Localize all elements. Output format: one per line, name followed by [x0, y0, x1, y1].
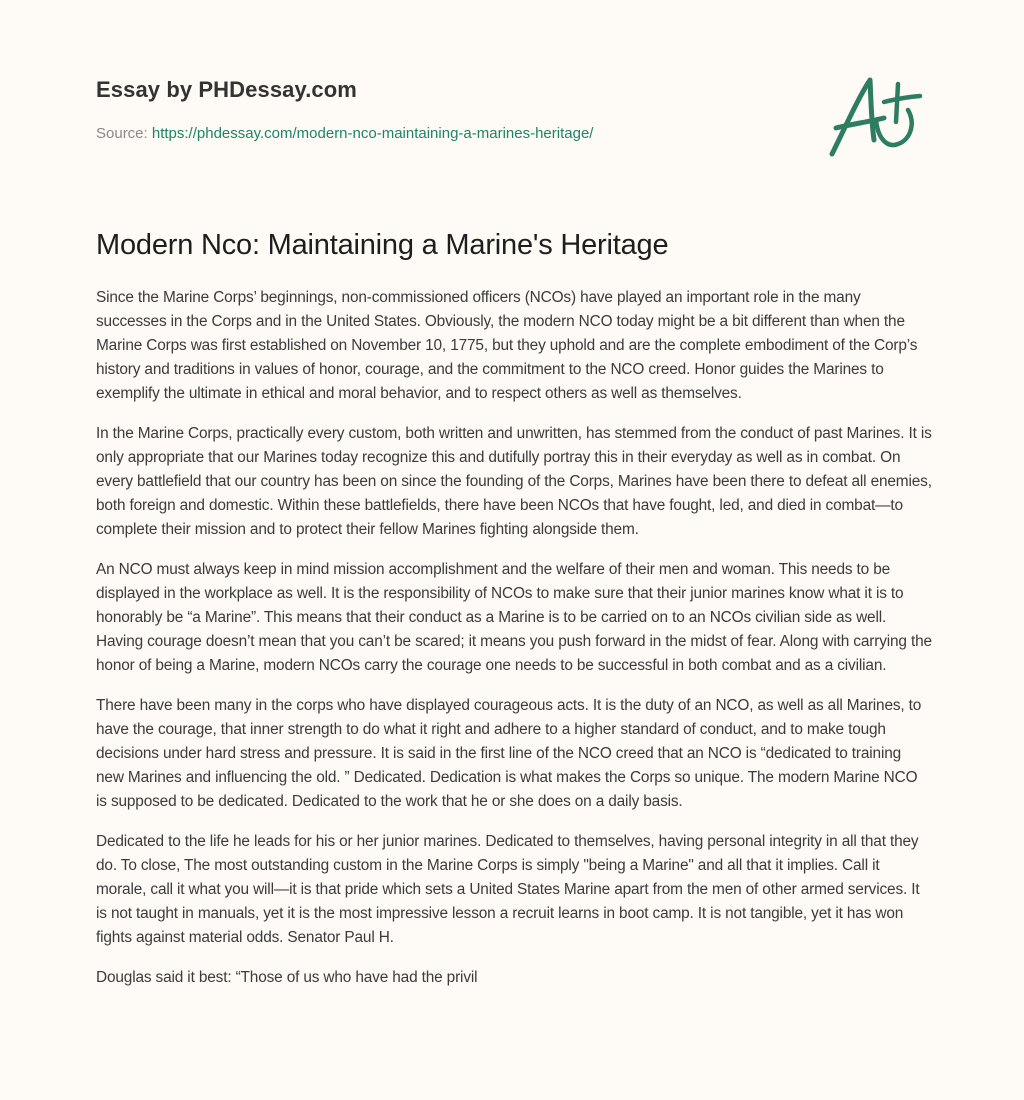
article-title: Modern Nco: Maintaining a Marine's Heritage	[96, 229, 669, 261]
site-title: Essay by PHDessay.com	[96, 77, 357, 102]
source-link[interactable]: https://phdessay.com/modern-nco-maintaining-a-marines-heritage/	[151, 125, 594, 142]
source-label: Source:	[96, 125, 152, 142]
paragraph: In the Marine Corps, practically every custom, both written and unwritten, has stemmed from the conduct of past Marines. It is only appropriate that our Marines today recognize this and dutifully portray this in their everyday as well as in combat. On every battlefield that our country has been on since the founding of the Corps, Marines have been there to defeat all enemies, both foreign and domestic. Within these battlefields, there have been NCOs that have fought, led, and died in combat—to complete their mission and to protect their fellow Marines fighting alongside them.	[96, 425, 932, 538]
paragraph: Dedicated to the life he leads for his or her junior marines. Dedicated to themselves, having personal integrity in all that they do. To close, The most outstanding custom in the Marine Corps is simply "being a Marine" and all that it implies. Call it morale, call it what you will—it is that pride which sets a United States Marine apart from the men of other armed services. It is not taught in manuals, yet it is the most impressive lesson a recruit learns in boot camp. It is not tangible, yet it has won fights against material odds. Senator Paul H.	[96, 833, 920, 946]
source-line	[96, 124, 593, 144]
essay-article	[96, 226, 932, 1006]
paragraph: Since the Marine Corps’ beginnings, non-commissioned officers (NCOs) have played an important role in the many successes in the Corps and in the United States. Obviously, the modern NCO today might be a bit different than when the Marine Corps was first established on November 10, 1775, but they uphold and are the complete embodiment of the Corp’s history and traditions in values of honor, courage, and the commitment to the NCO creed. Honor guides the Marines to exemplify the ultimate in ethical and moral behavior, and to respect others as well as themselves.	[96, 289, 918, 402]
paragraph: There have been many in the corps who have displayed courageous acts. It is the duty of an NCO, as well as all Marines, to have the courage, that inner strength to do what it right and adhere to a higher standard of conduct, and to make tough decisions under hard stress and pressure. It is said in the first line of the NCO creed that an NCO is “dedicated to training new Marines and influencing the old. ” Dedicated. Dedication is what makes the Corps so unique. The modern Marine NCO is supposed to be dedicated. Dedicated to the work that he or she does on a daily basis.	[96, 697, 922, 810]
paragraph: Douglas said it best: “Those of us who have had the privil	[96, 969, 478, 986]
paragraph: An NCO must always keep in mind mission accomplishment and the welfare of their men and woman. This needs to be displayed in the workplace as well. It is the responsibility of NCOs to make sure that their junior marines know what it is to honorably be “a Marine”. This means that their conduct as a Marine is to be carried on to an NCOs civilian side as well. Having courage doesn’t mean that you can’t be scared; it means you push forward in the midst of fear. Along with carrying the honor of being a Marine, modern NCOs carry the courage one needs to be successful in both combat and as a civilian.	[96, 561, 932, 674]
page-header	[96, 74, 928, 184]
a-plus-grade-icon	[824, 68, 928, 164]
